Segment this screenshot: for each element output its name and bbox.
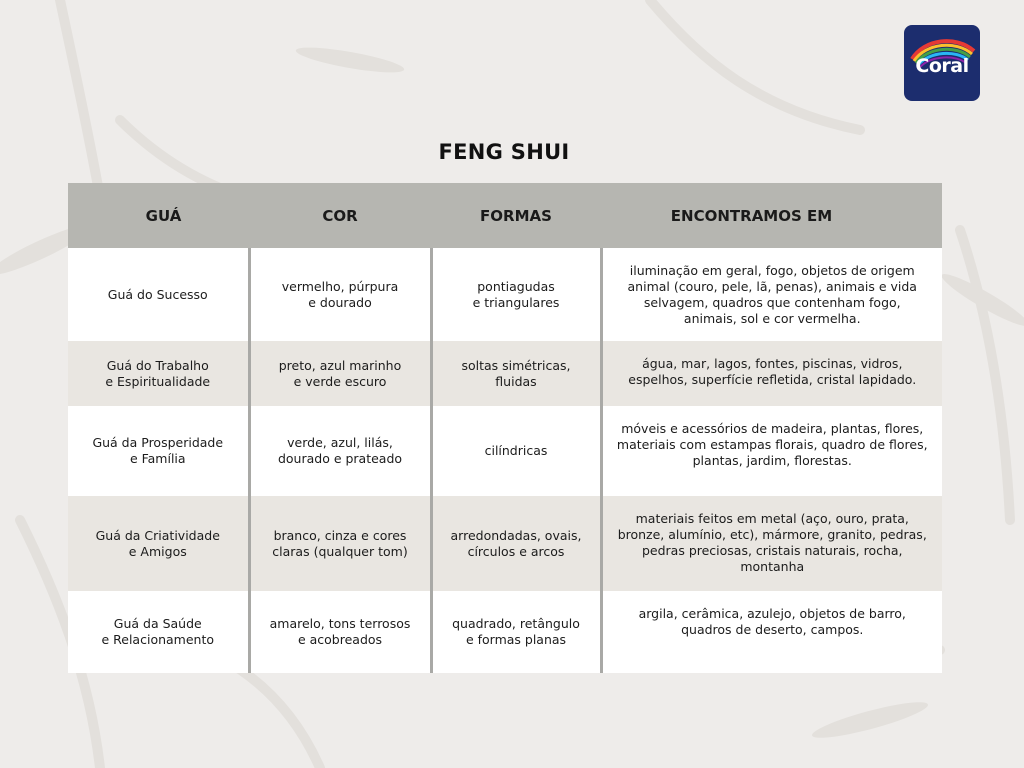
table-row [68,341,942,406]
encontramos-cell: móveis e acessórios de madeira, plantas, flores, materiais com estampas florais, quadro de flores, plantas, jardim, florestas. [601,406,942,496]
table-row [68,591,942,673]
cor-cell: verde, azul, lilás, dourado e prateado [249,406,431,496]
formas-cell: cilíndricas [431,406,601,496]
cor-cell: vermelho, púrpura e dourado [249,248,431,341]
gua-cell: Guá do Sucesso [68,248,249,341]
formas-cell: pontiagudas e triangulares [431,248,601,341]
table-row [68,496,942,591]
gua-cell: Guá da Criatividade e Amigos [68,496,249,591]
gua-cell: Guá da Prosperidade e Família [68,406,249,496]
coral-logo [904,25,980,101]
encontramos-cell: iluminação em geral, fogo, objetos de origem animal (couro, pele, lã, penas), animais e vida selvagem, quadros que contenham fogo, animais, sol e cor vermelha. [601,248,942,341]
cor-cell: amarelo, tons terrosos e acobreados [249,591,431,673]
column-header-cor: COR [249,183,431,248]
formas-cell: arredondadas, ovais, círculos e arcos [431,496,601,591]
formas-cell: soltas simétricas, fluidas [431,341,601,406]
encontramos-cell: água, mar, lagos, fontes, piscinas, vidros, espelhos, superfície refletida, cristal lapidado. [601,341,942,406]
column-header-gua: GUÁ [68,183,249,248]
formas-cell: quadrado, retângulo e formas planas [431,591,601,673]
gua-cell: Guá da Saúde e Relacionamento [68,591,249,673]
encontramos-cell: materiais feitos em metal (aço, ouro, prata, bronze, alumínio, etc), mármore, granito, pedras, pedras preciosas, cristais naturais, rocha, montanha [601,496,942,591]
page-title: FENG SHUI [438,140,570,164]
table-header-row [68,183,942,248]
cor-cell: preto, azul marinho e verde escuro [249,341,431,406]
cor-cell: branco, cinza e cores claras (qualquer tom) [249,496,431,591]
encontramos-cell: argila, cerâmica, azulejo, objetos de barro, quadros de deserto, campos. [601,591,942,673]
feng-shui-table [68,183,942,673]
logo-wordmark: Coral [915,55,969,77]
table-row [68,248,942,341]
column-header-formas: FORMAS [431,183,601,248]
gua-cell: Guá do Trabalho e Espiritualidade [68,341,249,406]
table-row [68,406,942,496]
column-header-encontramos: ENCONTRAMOS EM [601,183,942,248]
